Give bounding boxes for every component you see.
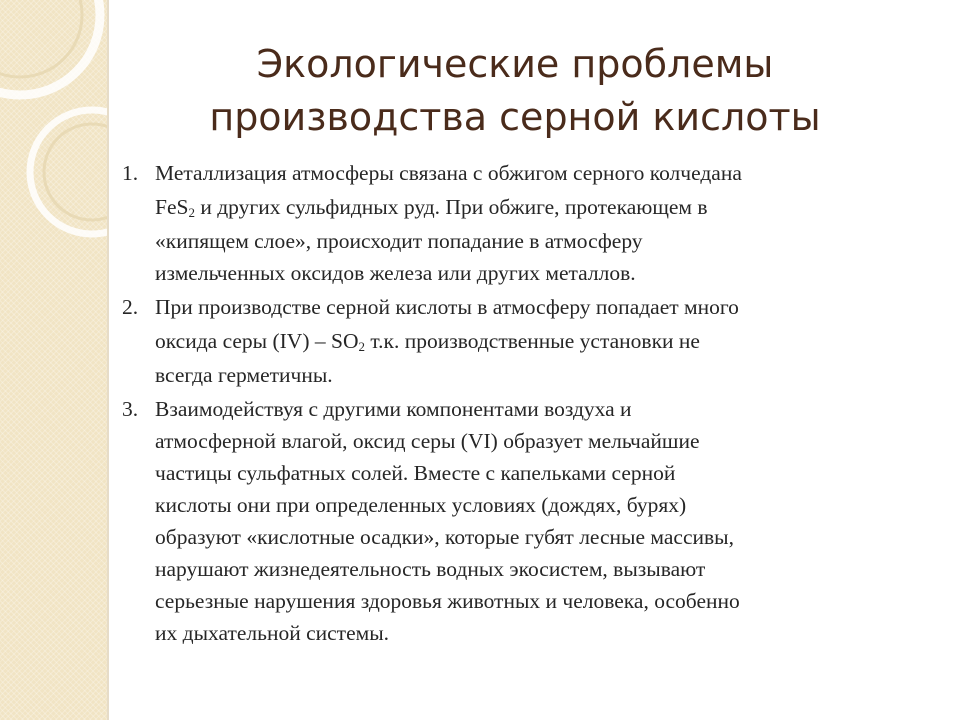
list-item-number: 3. [122, 397, 139, 421]
list-item-line: Металлизация атмосферы связана с обжигом серного колчедана [155, 161, 742, 185]
decorative-side-band [0, 0, 107, 720]
subscript: 2 [358, 339, 365, 354]
list-item-number: 2. [122, 295, 139, 319]
list-item-number: 1. [122, 161, 139, 185]
list-item-line: атмосферной влагой, оксид серы (VI) образует мельчайшие [155, 429, 700, 453]
subscript: 2 [188, 205, 195, 220]
numbered-list [112, 157, 902, 651]
text-fragment: и других сульфидных руд. При обжиге, протекающем в [194, 195, 708, 219]
slide-title [150, 38, 880, 144]
list-item-2 [112, 291, 902, 391]
list-item-line: образуют «кислотные осадки», которые губят лесные массивы, [155, 525, 734, 549]
list-item-line: всегда герметичны. [155, 363, 333, 387]
slide-title-line-1: Экологические проблемы [256, 42, 774, 86]
list-item-line: нарушают жизнедеятельность водных экосистем, вызывают [155, 557, 706, 581]
list-item-line: Взаимодействуя с другими компонентами воздуха и [155, 397, 632, 421]
decorative-rings [0, 0, 107, 720]
list-item-line: При производстве серной кислоты в атмосферу попадает много [155, 295, 739, 319]
list-item-line: «кипящем слое», происходит попадание в атмосферу [155, 229, 643, 253]
side-divider [107, 0, 109, 720]
list-item-line [155, 189, 902, 225]
text-fragment: т.к. производственные установки не [364, 329, 700, 353]
list-item-line: измельченных оксидов железа или других металлов. [155, 261, 636, 285]
list-item-line: серьезные нарушения здоровья животных и человека, особенно [155, 589, 740, 613]
decorative-ring-medium-inner [44, 124, 107, 220]
slide-title-line-2: производства серной кислоты [209, 95, 821, 139]
text-fragment: FeS [155, 195, 189, 219]
decorative-ring-inner [0, 0, 82, 77]
list-item-3 [112, 393, 902, 649]
list-item-line: частицы сульфатных солей. Вместе с капельками серной [155, 461, 676, 485]
list-item-line: кислоты они при определенных условиях (дождях, бурях) [155, 493, 687, 517]
list-item-line: их дыхательной системы. [155, 621, 390, 645]
list-item-line [155, 323, 902, 359]
list-item-1 [112, 157, 902, 289]
text-fragment: оксида серы (IV) – SO [155, 329, 359, 353]
decorative-ring-large [0, 0, 100, 95]
